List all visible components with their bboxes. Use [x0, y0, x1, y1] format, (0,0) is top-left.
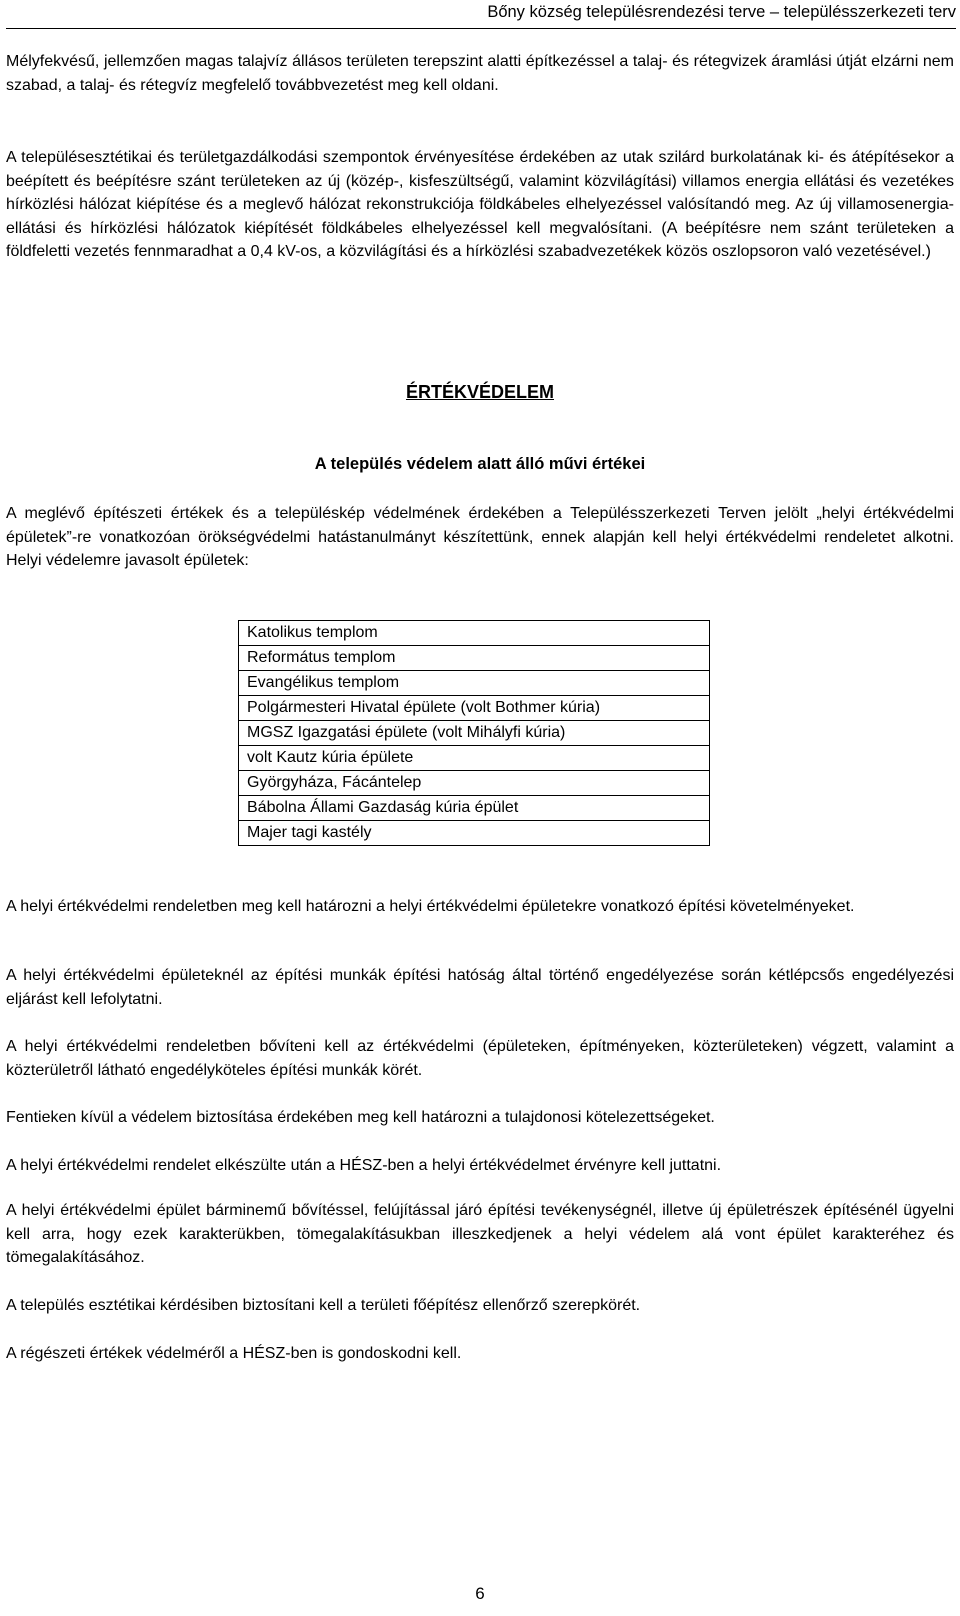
- subsection-heading-wrap: [6, 455, 954, 481]
- paragraph-permits: [6, 964, 954, 1011]
- table-cell: Evangélikus templom: [239, 671, 710, 696]
- paragraph-utilities: [6, 146, 954, 264]
- table-cell: Majer tagi kastély: [239, 821, 710, 846]
- table-cell: Református templom: [239, 646, 710, 671]
- table-row: [239, 746, 710, 771]
- paragraph-groundwater: [6, 50, 954, 97]
- table-cell: volt Kautz kúria épülete: [239, 746, 710, 771]
- paragraph-requirements: [6, 895, 954, 919]
- table-row: [239, 621, 710, 646]
- table-cell: Polgármesteri Hivatal épülete (volt Bothmer kúria): [239, 696, 710, 721]
- table-row: [239, 671, 710, 696]
- paragraph: A helyi értékvédelmi épület bárminemű bővítéssel, felújítással járó építési tevékenységnél, illetve új épületrészek építésénél ügyelni kell arra, hogy ezek karakterükben, tömegalakításukban illeszkedjenek a helyi védelem alá vont épület karakteréhez és tömegalakításához.: [6, 1202, 954, 1267]
- section-title: ÉRTÉKVÉDELEM: [405, 382, 555, 402]
- paragraph: A település esztétikai kérdésiben biztosítani kell a területi főépítész ellenőrző szerepkörét.: [6, 1297, 641, 1314]
- table-row: [239, 696, 710, 721]
- header-title: Bőny község településrendezési terve – településszerkezeti terv: [487, 3, 956, 21]
- subsection-title: A település védelem alatt álló művi értékei: [314, 455, 646, 473]
- paragraph-extend: [6, 1035, 954, 1082]
- paragraph-chief-architect: [6, 1294, 954, 1318]
- table-row: [239, 721, 710, 746]
- table-row: [239, 796, 710, 821]
- section-heading-wrap: [6, 382, 954, 412]
- table-row: [239, 771, 710, 796]
- buildings-table-wrap: [6, 620, 954, 848]
- table-cell: Bábolna Állami Gazdaság kúria épület: [239, 796, 710, 821]
- paragraph: A helyi értékvédelmi épületeknél az építési munkák építési hatóság által történő engedélyezése során kétlépcsős engedélyezési eljárást kell lefolytatni.: [6, 967, 954, 1008]
- table-cell: Katolikus templom: [239, 621, 710, 646]
- paragraph: A meglévő építészeti értékek és a településkép védelmének érdekében a Településszerkezeti Terven jelölt „helyi értékvédelmi épületek”-re vonatkozóan örökségvédelmi hatástanulmányt készítettünk, ennek alapján kell helyi értékvédelmi rendeletet alkotni. Helyi védelemre javasolt épületek:: [6, 505, 954, 570]
- paragraph: Fentieken kívül a védelem biztosítása érdekében meg kell határozni a tulajdonosi kötelezettségeket.: [6, 1109, 715, 1126]
- paragraph: A településesztétikai és területgazdálkodási szempontok érvényesítése érdekében az utak szilárd burkolatának ki- és átépítésekor a beépített és beépítésre szánt területeken az új (közép-, kisfeszültségű, valamint közvilágítási) villamos energia ellátási és vezetékes hírközlési hálózat kiépítése és a meglevő hálózat rekonstrukciója földkábeles elhelyezéssel valósítandó meg. Az új villamosenergia-ellátási és hírközlési hálózatok kiépítését földkábeles elhelyezéssel kell megvalósítani. (A beépítésre nem szánt területeken a földfeletti vezetés fennmaradhat a 0,4 kV-os, a közvilágítási és a hírközlési szabadvezetékek közös oszlopsoron való vezetésével.): [6, 149, 954, 261]
- paragraph: A helyi értékvédelmi rendeletben bővíteni kell az értékvédelmi (épületeken, építményeken, közterületeken) végzett, valamint a közterületről látható engedélyköteles építési munkák körét.: [6, 1038, 954, 1079]
- paragraph: Mélyfekvésű, jellemzően magas talajvíz állásos területen terepszint alatti építkezéssel a talaj- és rétegvizek áramlási útját elzárni nem szabad, a talaj- és rétegvíz megfelelő továbbvezetést meg kell oldani.: [6, 53, 954, 94]
- paragraph-intro: [6, 502, 954, 573]
- paragraph: A helyi értékvédelmi rendelet elkészülte után a HÉSZ-ben a helyi értékvédelmet érvényre kell juttatni.: [6, 1157, 722, 1174]
- table-cell: MGSZ Igazgatási épülete (volt Mihályfi kúria): [239, 721, 710, 746]
- table-cell: Györgyháza, Fácántelep: [239, 771, 710, 796]
- paragraph-hesz: [6, 1154, 954, 1178]
- paragraph: A régészeti értékek védelméről a HÉSZ-ben is gondoskodni kell.: [6, 1345, 462, 1362]
- protected-buildings-table: [238, 620, 710, 846]
- paragraph-owner-duties: [6, 1106, 954, 1130]
- table-row: [239, 646, 710, 671]
- paragraph: A helyi értékvédelmi rendeletben meg kell határozni a helyi értékvédelmi épületekre vonatkozó építési követelményeket.: [6, 898, 855, 915]
- table-row: [239, 821, 710, 846]
- paragraph-archaeology: [6, 1342, 954, 1366]
- page-header: [6, 0, 956, 29]
- paragraph-extension-works: [6, 1199, 954, 1270]
- page-number: 6: [475, 1584, 485, 1603]
